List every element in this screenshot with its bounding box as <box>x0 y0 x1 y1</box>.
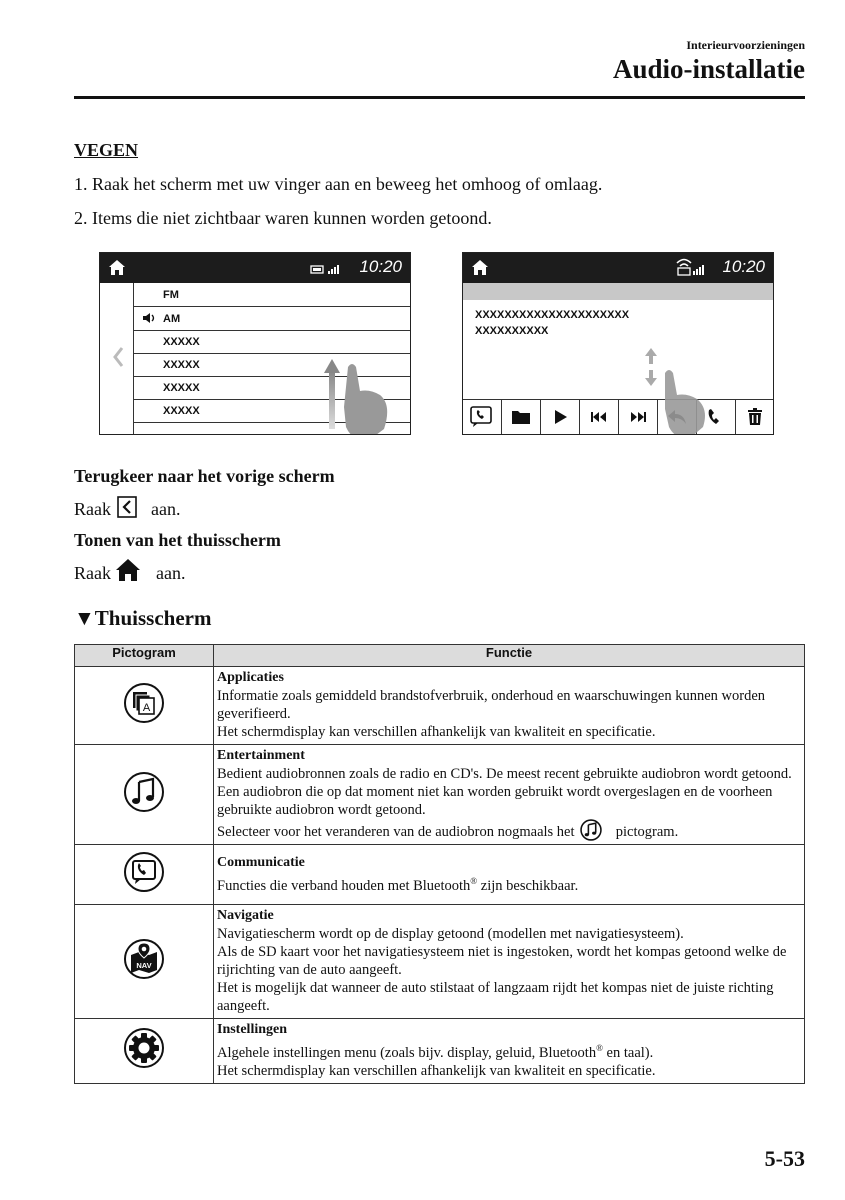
toolbar-delete-button[interactable] <box>735 400 774 434</box>
row-title: Applicaties <box>217 670 284 685</box>
row-text: Navigatiescherm wordt op de display getoond (modellen met navigatiesysteem). <box>217 926 684 942</box>
row-text: Selecteer voor het veranderen van de audiobron nogmaals het pictogram. <box>217 819 802 841</box>
section-label: Interieurvoorzieningen <box>686 38 805 52</box>
home-screen-table <box>74 644 805 1084</box>
list-item[interactable]: AM <box>134 307 410 331</box>
row-text: Als de SD kaart voor het navigatiesysteem niet is ingestoken, wordt het kompas getoond welke de rijrichting van de auto aangeeft. <box>217 944 787 978</box>
status-bar <box>463 253 773 283</box>
wifi-signal-icon <box>675 257 707 277</box>
page-title: Audio-installatie <box>612 54 805 84</box>
back-heading: Terugkeer naar het vorige scherm <box>74 466 335 486</box>
svg-text:NAV: NAV <box>136 961 152 970</box>
home-icon <box>108 259 126 276</box>
svg-text:A: A <box>142 702 151 714</box>
title-band <box>463 283 773 300</box>
speaker-icon <box>142 312 156 324</box>
music-note-icon <box>123 771 165 813</box>
communication-icon <box>123 851 165 893</box>
toolbar-folder-button[interactable] <box>501 400 540 434</box>
text-line: XXXXXXXXXXXXXXXXXXXXX <box>475 309 630 321</box>
swipe-step-2: 2. Items die niet zichtbaar waren kunnen worden getoond. <box>74 208 492 228</box>
table-row <box>75 845 805 905</box>
audio-screen-illustration <box>462 252 774 435</box>
home-icon <box>115 558 141 582</box>
row-title: Communicatie <box>217 854 305 870</box>
toolbar-next-button[interactable] <box>618 400 657 434</box>
row-text: Informatie zoals gemiddeld brandstofverbruik, onderhoud en waarschuwingen kunnen worden geverifieerd. <box>217 688 766 722</box>
col-icon-header: Pictogram <box>75 645 214 667</box>
settings-gear-icon <box>123 1027 165 1069</box>
row-text: Functies die verband houden met Bluetooth® zijn beschikbaar. <box>217 875 579 894</box>
home-screen-heading: ▼Thuisscherm <box>74 606 212 630</box>
table-row <box>75 1019 805 1084</box>
row-title: Entertainment <box>217 748 305 763</box>
home-icon <box>471 259 489 276</box>
swipe-heading: VEGEN <box>74 140 139 160</box>
list-item[interactable]: XXXXX <box>134 376 410 400</box>
previous-track-icon <box>591 412 607 422</box>
music-note-icon <box>580 819 602 841</box>
row-text: Het is mogelijk dat wanneer de auto stilstaat of langzaam rijdt het kompas niet de juiste richting aangeeft. <box>217 980 774 1014</box>
toolbar-play-button[interactable] <box>540 400 579 434</box>
trash-icon <box>747 408 763 426</box>
clock: 10:20 <box>722 257 765 276</box>
row-text: Het schermdisplay kan verschillen afhankelijk van kwaliteit en specificatie. <box>217 724 656 740</box>
applications-icon <box>123 682 165 724</box>
status-bar <box>100 253 410 283</box>
swipe-up-gesture-icon <box>322 357 402 435</box>
play-icon <box>554 409 568 425</box>
swipe-step-1: 1. Raak het scherm met uw vinger aan en beweeg het omhoog of omlaag. <box>74 174 603 194</box>
toolbar-phone-button[interactable] <box>463 400 501 434</box>
list-item[interactable]: FM <box>134 283 410 307</box>
header-rule <box>74 96 805 99</box>
table-header-row <box>75 645 805 667</box>
list-item[interactable]: XXXXX <box>134 399 410 423</box>
list-screen-illustration <box>99 252 411 435</box>
phone-icon <box>470 406 494 428</box>
row-text: Het schermdisplay kan verschillen afhankelijk van kwaliteit en specificatie. <box>217 1062 656 1079</box>
table-row <box>75 667 805 745</box>
next-track-icon <box>630 412 646 422</box>
row-text: Bedient audiobronnen zoals de radio en CD's. De meest recent gebruikte audiobron wordt getoond. Een audiobron die op dat moment niet kan worden gebruikt wordt overgeslagen en de voorheen gebruikte audiobron wordt getoond. <box>217 766 792 818</box>
home-heading: Tonen van het thuisscherm <box>74 530 281 550</box>
battery-signal-icon <box>310 263 344 275</box>
list-item[interactable]: XXXXX <box>134 330 410 354</box>
row-title: Navigatie <box>217 908 274 923</box>
page-number: 5-53 <box>764 1146 805 1171</box>
back-chevron-icon[interactable] <box>112 346 124 368</box>
home-instruction: Raak aan. <box>74 558 185 584</box>
toolbar-previous-button[interactable] <box>579 400 618 434</box>
clock: 10:20 <box>359 257 402 276</box>
list-item[interactable]: XXXXX <box>134 353 410 377</box>
col-function-header: Functie <box>214 645 805 667</box>
row-text: Algehele instellingen menu (zoals bijv. display, geluid, Bluetooth® en taal). <box>217 1043 654 1061</box>
row-title: Instellingen <box>217 1022 288 1037</box>
scroll-arrows-icon <box>644 347 658 387</box>
text-line: XXXXXXXXXX <box>475 325 549 337</box>
back-instruction: Raak aan. <box>74 496 180 520</box>
table-row <box>75 905 805 1019</box>
media-toolbar <box>463 399 773 435</box>
table-row <box>75 745 805 845</box>
back-button-icon <box>117 496 137 518</box>
swipe-gesture-hand-icon <box>659 365 715 435</box>
navigation-icon <box>123 938 165 980</box>
folder-icon <box>511 409 531 425</box>
